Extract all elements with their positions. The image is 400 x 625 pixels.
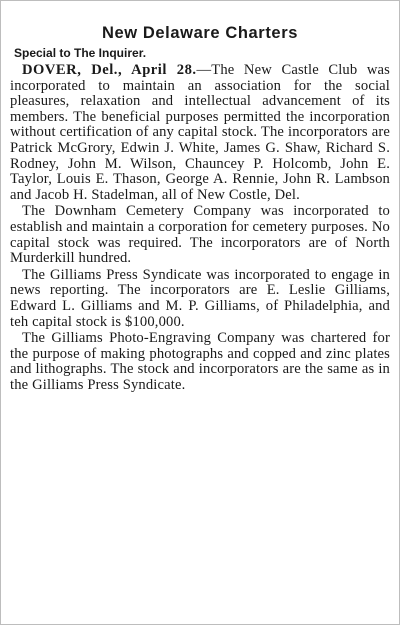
paragraph-gilliams-photo-engraving: The Gilliams Photo-Engraving Company was chartered for the purpose of making photographs and copped and zinc plates and lithographs. The stock and incorporators are the same as in the Gilliams Press Syndicate. xyxy=(10,330,390,393)
paragraph-text: —The New Castle Club was incorporated to maintain an association for the social pleasures, relaxation and intellectual advancement of its members. The beneficial purposes permitted the incorporation without certification of any capital stock. The incorporators are Patrick McGrory, Edwin J. White, James G. Shaw, Richard S. Rodney, John M. Wilson, Chauncey P. Holcomb, John E. Taylor, Louis E. Thason, George A. Rennie, John R. Lambson and Jacob H. Stadelman, all of New Costle, Del. xyxy=(10,62,390,203)
paragraph-new-castle-club xyxy=(10,63,390,203)
paragraph-gilliams-press: The Gilliams Press Syndicate was incorporated to engage in news reporting. The incorporators are E. Leslie Gilliams, Edward L. Gilliams and M. P. Gilliams, of Philadelphia, and teh capital stock is $100,000. xyxy=(10,266,390,330)
paragraph-downham-cemetery: The Downham Cemetery Company was incorporated to establish and maintain a corporation for cemetery purposes. No capital stock was required. The incorporators are of North Murderkill hundred. xyxy=(10,203,390,267)
headline: New Delaware Charters xyxy=(101,24,299,42)
dateline: DOVER, Del., April 28. xyxy=(22,62,197,78)
byline: Special to The Inquirer. xyxy=(14,46,147,60)
